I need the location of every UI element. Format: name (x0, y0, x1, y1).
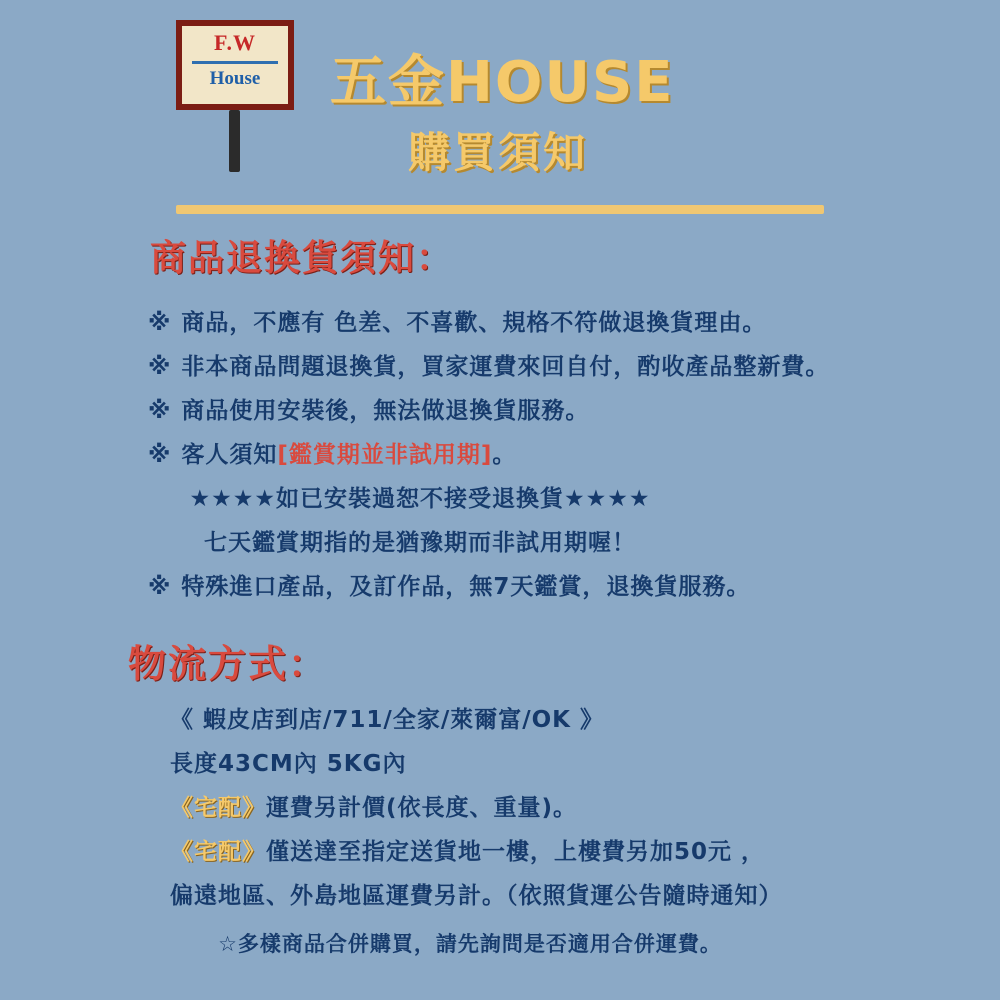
main-content (0, 230, 1000, 958)
logistics-line-remote-area: 偏遠地區、外島地區運費另計。（依照貨運公告隨時通知） (170, 883, 783, 909)
list-item-customer-notice (148, 433, 1000, 477)
logistics-line-home-delivery-limit (0, 830, 1000, 874)
list-item-text: 非本商品問題退換貨，買家運費來回自付，酌收產品整新費。 (181, 354, 830, 380)
warning-line-2: 七天鑑賞期指的是猶豫期而非試用期喔！ (204, 530, 636, 556)
list-item (148, 345, 1000, 389)
bullet-mark-icon: ※ (148, 398, 172, 424)
returns-section-title: 商品退換貨須知： (150, 238, 455, 279)
list-item (148, 565, 1000, 609)
bullet-mark-icon: ※ (148, 574, 172, 600)
returns-list-extra (0, 565, 1000, 609)
customer-notice-suffix: 。 (492, 442, 517, 468)
logistics-section-title: 物流方式： (128, 642, 329, 686)
header (0, 0, 1000, 200)
customer-notice-prefix: 客人須知 (181, 442, 278, 468)
logistics-line-convenience-store: 《 蝦皮店到店/711/全家/萊爾富/OK 》 (170, 707, 605, 733)
page-subtitle: 購買須知 (408, 128, 589, 177)
logo-divider-line (192, 61, 278, 64)
home-delivery-limit-text: 僅送達至指定送貨地一樓，上樓費另加50元 ， (266, 839, 766, 865)
combined-shipping-note: ☆多樣商品合併購買，請先詢問是否適用合併運費。 (218, 932, 722, 956)
customer-notice-emphasis: [鑑賞期並非試用期] (277, 442, 493, 468)
logo-fw-text: F.W (214, 30, 256, 55)
list-item-text: 特殊進口產品，及訂作品，無7天鑑賞，退換貨服務。 (181, 574, 751, 600)
home-delivery-tag: 《宅配》 (170, 839, 266, 865)
shop-logo-sign (176, 20, 294, 110)
list-item-text: 商品使用安裝後，無法做退換貨服務。 (181, 398, 590, 424)
list-item (148, 301, 1000, 345)
header-divider (176, 205, 824, 214)
home-delivery-tag: 《宅配》 (170, 795, 266, 821)
list-item (148, 389, 1000, 433)
warning-line-1: ★★★★如已安裝過恕不接受退換貨★★★★ (189, 486, 651, 512)
brand-title: 五金HOUSE (330, 50, 675, 115)
bullet-mark-icon: ※ (148, 442, 172, 468)
bullet-mark-icon: ※ (148, 310, 172, 336)
home-delivery-fee-text: 運費另計價(依長度、重量)。 (266, 795, 578, 821)
list-item-text: 商品，不應有 色差、不喜歡、規格不符做退換貨理由。 (181, 310, 767, 336)
logo-house-text: House (209, 68, 261, 89)
sign-post-icon (229, 110, 240, 172)
returns-list (0, 301, 1000, 477)
bullet-mark-icon: ※ (148, 354, 172, 380)
logistics-line-size-limit: 長度43CM內 5KG內 (170, 751, 407, 777)
logistics-line-home-delivery-fee (0, 786, 1000, 830)
